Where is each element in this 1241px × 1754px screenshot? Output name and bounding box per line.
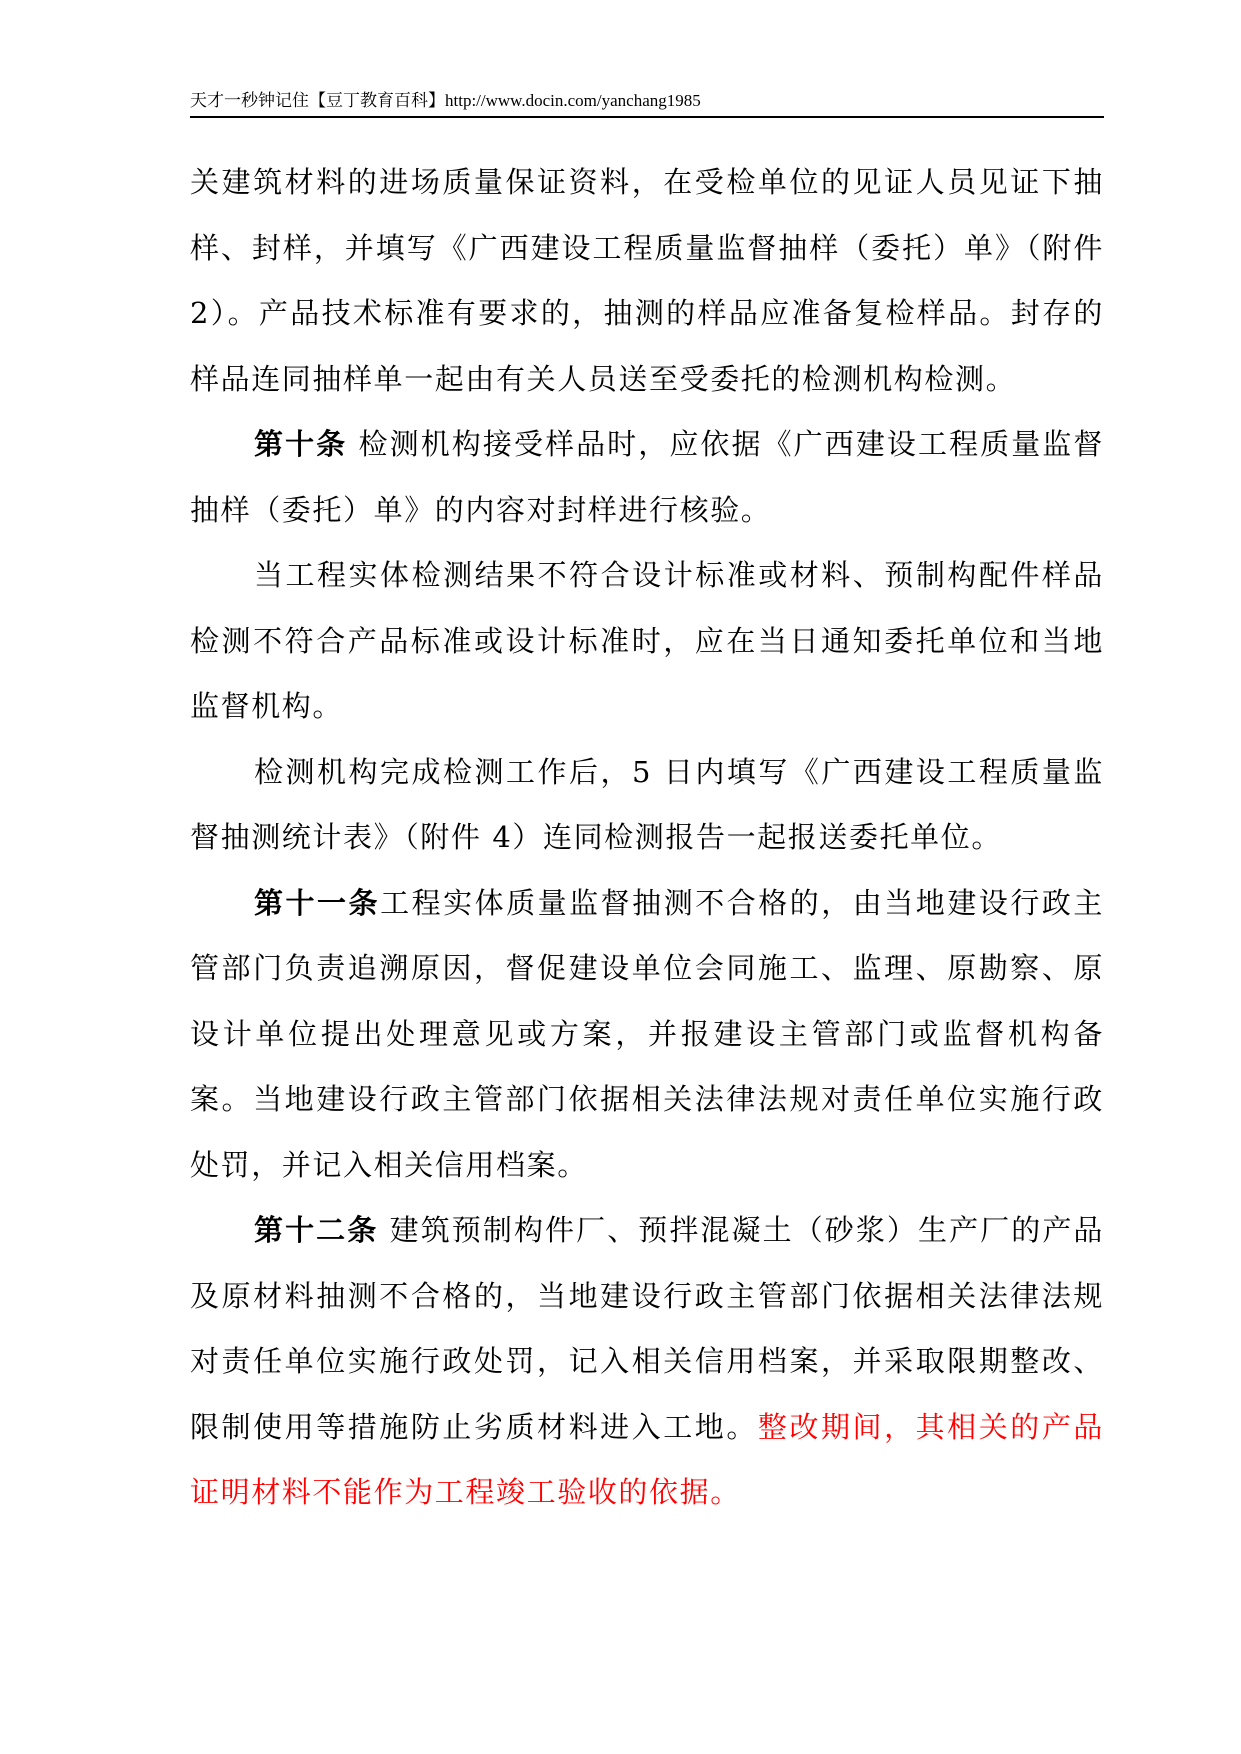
article-title: 第十条: [254, 427, 348, 461]
paragraph-report: [190, 740, 1104, 871]
paragraph-notify: [190, 543, 1104, 740]
page-header: 天才一秒钟记住【豆丁教育百科】http://www.docin.com/yanchang1985: [190, 91, 701, 110]
paragraph-text: 检测机构接受样品时，应依据《广西建设工程质量监督抽样（委托）单》的内容对封样进行核验。: [190, 427, 1104, 527]
article-12: [190, 1198, 1104, 1526]
paragraph-continuation: [190, 150, 1104, 412]
article-11: [190, 871, 1104, 1199]
paragraph-text: 工程实体质量监督抽测不合格的，由当地建设行政主管部门负责追溯原因，督促建设单位会同施工、监理、原勘察、原设计单位提出处理意见或方案，并报建设主管部门或监督机构备案。当地建设行政主管部门依据相关法律法规对责任单位实施行政处罚，并记入相关信用档案。: [190, 885, 1104, 1182]
paragraph-text: 检测机构完成检测工作后，5 日内填写《广西建设工程质量监督抽测统计表》（附件 4）连同检测报告一起报送委托单位。: [190, 754, 1104, 854]
header-rule: [190, 116, 1104, 118]
article-10: [190, 412, 1104, 543]
highlighted-text: 整改期间，其相关的产品证明材料不能作为工程竣工验收的依据。: [190, 1409, 1104, 1509]
article-title: 第十二条: [254, 1213, 379, 1247]
paragraph-text: 当工程实体检测结果不符合设计标准或材料、预制构配件样品检测不符合产品标准或设计标准时，应在当日通知委托单位和当地监督机构。: [190, 558, 1104, 723]
paragraph-text: 建筑预制构件厂、预拌混凝土（砂浆）生产厂的产品及原材料抽测不合格的，当地建设行政主管部门依据相关法律法规对责任单位实施行政处罚，记入相关信用档案，并采取限期整改、限制使用等措施防止劣质材料进入工地。: [190, 1213, 1104, 1444]
document-body: [190, 150, 1104, 1526]
paragraph-text: 关建筑材料的进场质量保证资料，在受检单位的见证人员见证下抽样、封样，并填写《广西建设工程质量监督抽样（委托）单》（附件 2）。产品技术标准有要求的，抽测的样品应准备复检样品。封存的样品连同抽样单一起由有关人员送至受委托的检测机构检测。: [190, 165, 1104, 396]
article-title: 第十一条: [254, 885, 381, 920]
